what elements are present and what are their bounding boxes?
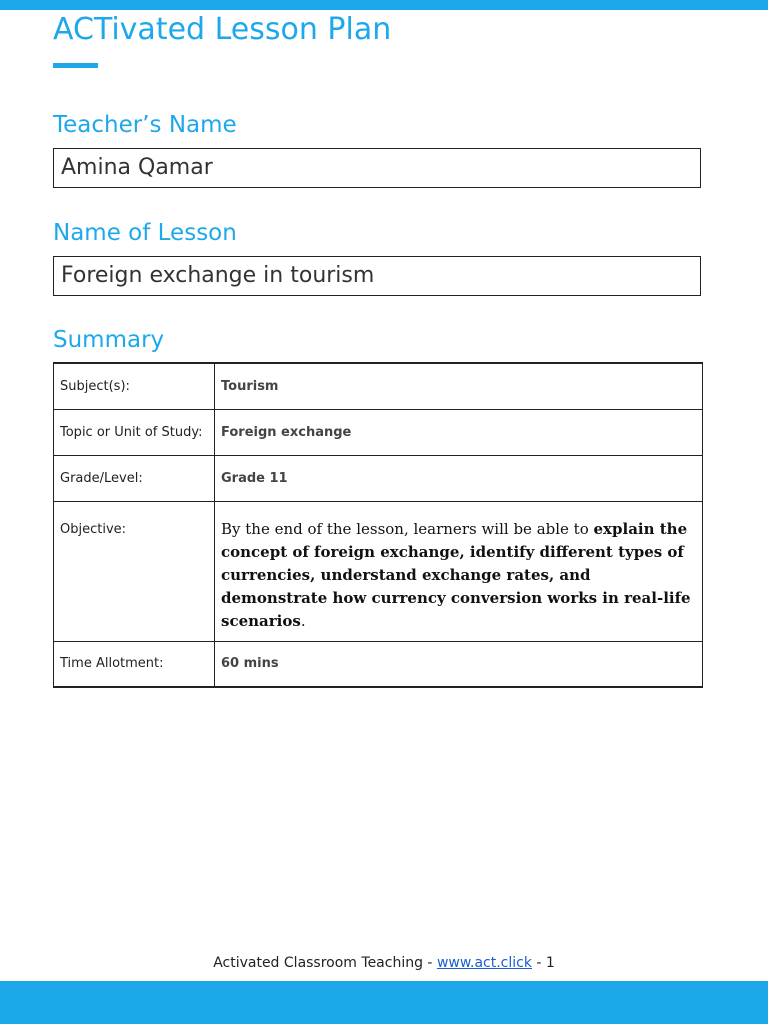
objective-text-end: . [300,611,306,630]
teacher-name-field: Amina Qamar [53,148,701,188]
table-row [54,641,703,687]
title-underline [53,63,98,68]
subject-value: Tourism [215,363,703,409]
top-accent-bar [0,0,768,10]
bottom-accent-bar [0,981,768,1024]
footer-text: Activated Classroom Teaching - [213,955,437,971]
summary-heading: Summary [53,327,165,353]
objective-text-intro: By the end of the lesson, learners will be able to [221,519,594,538]
lesson-name-field: Foreign exchange in tourism [53,256,701,296]
footer-website-link[interactable]: www.act.click [436,955,532,971]
time-allotment-value: 60 mins [215,641,703,687]
page-footer [0,955,768,971]
summary-table [53,362,703,688]
topic-value: Foreign exchange [215,409,703,455]
lesson-name-heading: Name of Lesson [53,220,237,246]
table-row [54,455,703,501]
objective-text-emphasis: explain the concept of foreign exchange, identify different types of currencies, understand exchange rates, and demonstrate how currency conversion works in real-life scenarios [221,519,691,630]
grade-value: Grade 11 [215,455,703,501]
table-row [54,501,703,641]
subject-label: Subject(s): [54,363,215,409]
table-row [54,409,703,455]
objective-value [215,501,703,641]
table-row [54,363,703,409]
grade-label: Grade/Level: [54,455,215,501]
document-title: ACTivated Lesson Plan [53,12,392,47]
time-allotment-label: Time Allotment: [54,641,215,687]
topic-label: Topic or Unit of Study: [54,409,215,455]
teacher-name-heading: Teacher’s Name [53,112,237,138]
objective-label: Objective: [54,501,215,641]
footer-page-number: - 1 [531,955,555,971]
